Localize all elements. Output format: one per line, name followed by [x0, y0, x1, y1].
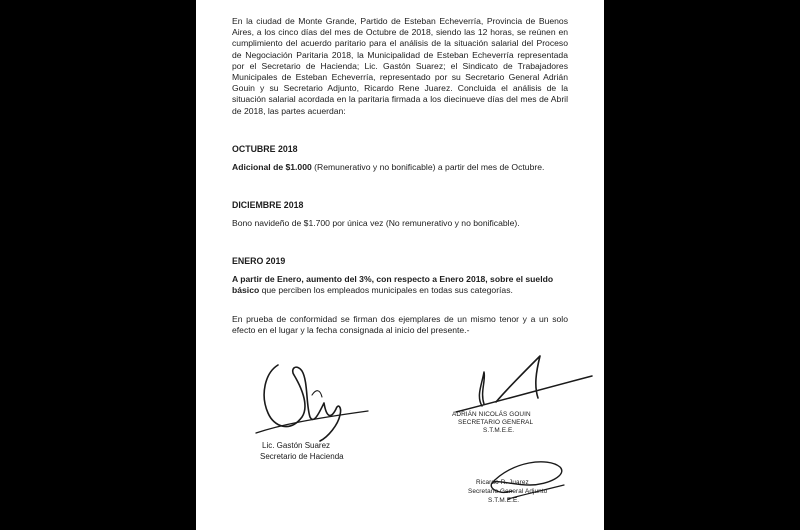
- signature-gouin-name: ADRIÁN NICOLÁS GOUIN: [452, 411, 531, 418]
- signature-juarez-org: S.T.M.E.E.: [488, 497, 520, 504]
- signature-suarez-role: Secretario de Hacienda: [260, 452, 344, 461]
- signature-juarez-name: Ricardo R. Juarez: [476, 479, 529, 486]
- signature-gouin-org: S.T.M.E.E.: [483, 427, 515, 434]
- closing-paragraph: En prueba de conformidad se firman dos ejemplares de un mismo tenor y a un solo efecto en el lugar y la fecha consignada al inicio del presente.-: [232, 314, 568, 336]
- section-body-diciembre: [232, 218, 568, 229]
- signature-suarez: [250, 355, 370, 450]
- section-text-octubre: (Remunerativo y no bonificable) a partir del mes de Octubre.: [311, 162, 545, 172]
- section-body-enero: [232, 274, 568, 296]
- section-heading-octubre: OCTUBRE 2018: [232, 144, 298, 154]
- section-bold-enero: A partir de Enero, aumento del 3%, con respecto a Enero 2018, sobre el sueldo básico: [232, 274, 554, 296]
- signature-gouin-role: SECRETARIO GENERAL: [458, 419, 534, 426]
- signature-suarez-name: Lic. Gastón Suarez: [262, 441, 331, 450]
- section-text-enero: que perciben los empleados municipales en todas sus categorías.: [259, 285, 513, 296]
- signature-juarez-role: Secretario General Adjunto: [468, 488, 548, 495]
- section-bold-octubre: Adicional de $1.000: [232, 162, 312, 172]
- section-heading-enero: ENERO 2019: [232, 256, 286, 266]
- section-heading-diciembre: DICIEMBRE 2018: [232, 200, 304, 210]
- document-page: [196, 0, 604, 530]
- section-text-diciembre: Bono navideño de $1.700 por única vez (No remunerativo y no bonificable).: [232, 218, 520, 228]
- section-body-octubre: [232, 162, 568, 173]
- intro-paragraph: En la ciudad de Monte Grande, Partido de Esteban Echeverría, Provincia de Buenos Aires, a los cinco días del mes de Octubre de 2018, siendo las 12 horas, se reúnen en cumplimiento del acuerdo paritario para el análisis de la situación salarial del Proceso de Negociación Paritaria 2018, la Municipalidad de Esteban Echeverría representada por el Secretario de Hacienda; Lic. Gastón Suarez; el Sindicato de Trabajadores Municipales de Esteban Echeverría, representado por su Secretario General Adrián Gouin y su Secretario Adjunto, Ricardo Rene Juarez. Concluida el análisis de la situación salarial acordada en la paritaria firmada a los diecinueve días del mes de Abril de 2018, las partes acuerdan:: [232, 16, 568, 116]
